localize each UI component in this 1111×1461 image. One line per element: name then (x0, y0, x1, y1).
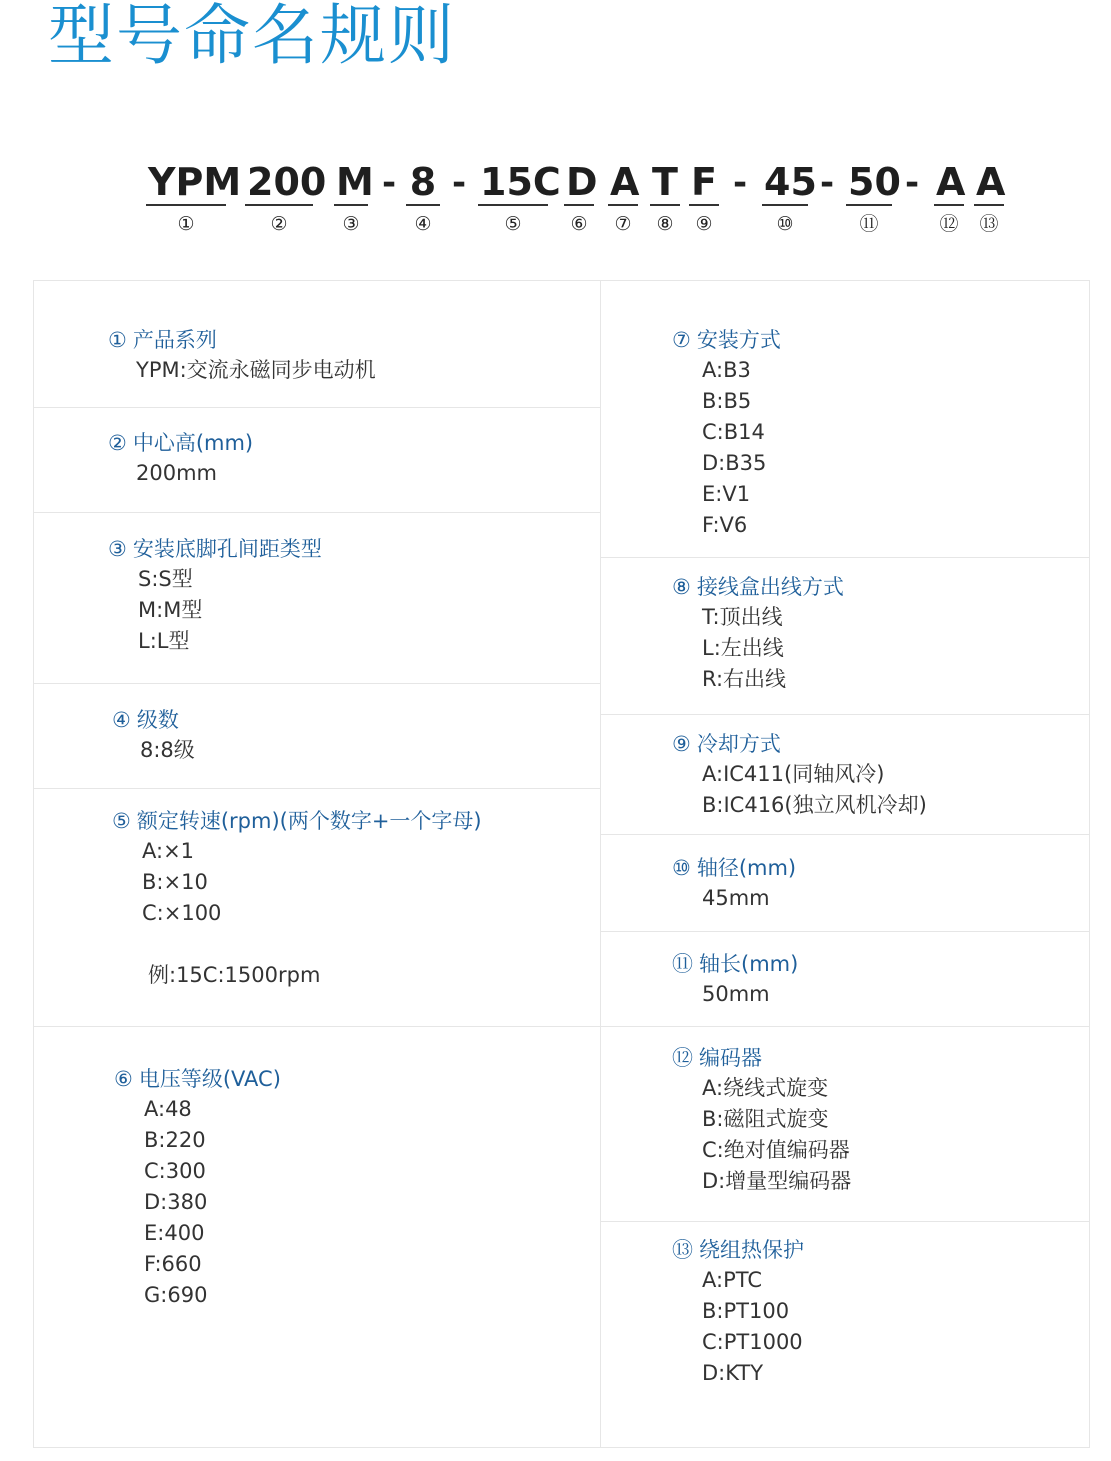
code-text: A (976, 160, 1006, 204)
spec-item: F:V6 (702, 513, 748, 537)
code-text: 45 (764, 160, 817, 204)
table-border-right (1089, 280, 1090, 1448)
row-divider (600, 557, 1090, 558)
code-segment (762, 160, 817, 236)
spec-item: B:PT100 (702, 1299, 790, 1323)
spec-item: B:220 (144, 1128, 206, 1152)
row-divider (600, 834, 1090, 835)
spec-section-thermal-protection (672, 1235, 804, 1389)
row-divider (600, 931, 1090, 932)
spec-section-encoder (672, 1043, 851, 1197)
code-dash: - (905, 163, 920, 203)
section-heading: ⑧ 接线盒出线方式 (672, 575, 844, 599)
code-number: ③ (342, 213, 360, 235)
code-underline (564, 204, 594, 206)
row-divider (33, 788, 601, 789)
code-text: 8 (409, 160, 437, 204)
code-number: ⑩ (776, 213, 794, 235)
spec-section-voltage (114, 1064, 281, 1311)
spec-item: C:300 (144, 1159, 206, 1183)
spec-item: E:400 (144, 1221, 205, 1245)
row-divider (33, 512, 601, 513)
code-text: D (566, 160, 598, 204)
code-number: ⑨ (695, 213, 713, 235)
section-heading: ⑦ 安装方式 (672, 328, 781, 352)
code-segment (689, 160, 719, 236)
spec-section-mounting (672, 325, 781, 541)
code-segment (334, 160, 374, 236)
code-underline (334, 204, 368, 206)
code-number: ⑪ (859, 213, 879, 235)
code-underline (650, 204, 680, 206)
code-text: F (691, 160, 717, 204)
code-segment (650, 160, 680, 236)
spec-item: D:KTY (702, 1361, 764, 1385)
row-divider (600, 714, 1090, 715)
code-segment (934, 160, 964, 236)
code-segment (406, 160, 440, 236)
code-number: ⑬ (979, 213, 999, 235)
spec-section-product-series (108, 325, 376, 386)
code-dash: - (820, 163, 835, 203)
spec-item: C:绝对值编码器 (702, 1138, 850, 1162)
spec-section-poles (112, 705, 195, 766)
spec-item: B:B5 (702, 389, 752, 413)
spec-item: D:B35 (702, 451, 767, 475)
spec-note: 例:15C:1500rpm (148, 963, 321, 987)
code-number: ⑦ (614, 213, 632, 235)
code-number: ② (270, 213, 288, 235)
code-segment (245, 160, 327, 236)
spec-item: A:48 (144, 1097, 192, 1121)
row-divider (33, 1026, 601, 1027)
code-dash: - (452, 163, 467, 203)
spec-section-center-height (108, 428, 253, 489)
code-underline (934, 204, 964, 206)
spec-item: L:L型 (138, 629, 190, 653)
code-underline (974, 204, 1004, 206)
spec-item: L:左出线 (702, 636, 784, 660)
spec-section-rated-speed (112, 806, 482, 991)
spec-item: A:×1 (142, 839, 195, 863)
section-heading: ⑤ 额定转速(rpm)(两个数字+一个字母) (112, 809, 482, 833)
spec-section-shaft-length (672, 949, 798, 1010)
spec-item: A:绕线式旋变 (702, 1076, 829, 1100)
row-divider (33, 407, 601, 408)
section-heading: ⑨ 冷却方式 (672, 732, 781, 756)
spec-item: G:690 (144, 1283, 208, 1307)
section-heading: ② 中心高(mm) (108, 431, 254, 455)
spec-item: 8:8级 (140, 738, 195, 762)
code-segment (974, 160, 1004, 236)
code-underline (689, 204, 719, 206)
section-heading: ⑥ 电压等级(VAC) (114, 1067, 281, 1091)
spec-item: C:PT1000 (702, 1330, 803, 1354)
spec-section-terminal-box (672, 572, 844, 695)
code-segment (478, 160, 561, 236)
section-heading: ⑬ 绕组热保护 (672, 1238, 804, 1262)
spec-section-shaft-diameter (672, 853, 796, 914)
section-heading: ⑫ 编码器 (672, 1046, 762, 1070)
code-number: ④ (414, 213, 432, 235)
code-segment (564, 160, 598, 236)
code-underline (608, 204, 638, 206)
spec-item: B:×10 (142, 870, 208, 894)
code-underline (406, 204, 440, 206)
row-divider (33, 683, 601, 684)
code-text: M (336, 160, 374, 204)
section-heading: ④ 级数 (112, 708, 179, 732)
code-number: ⑧ (656, 213, 674, 235)
code-text: 15C (480, 160, 561, 204)
spec-section-foot-hole-type (108, 534, 322, 657)
code-underline (762, 204, 808, 206)
section-heading: ⑩ 轴径(mm) (672, 856, 797, 880)
code-segment (146, 160, 242, 236)
spec-item: 200mm (136, 461, 217, 485)
code-number: ⑫ (939, 213, 959, 235)
section-heading: ③ 安装底脚孔间距类型 (108, 537, 322, 561)
code-number: ⑤ (504, 213, 522, 235)
code-dash: - (733, 163, 748, 203)
table-border-left (33, 280, 34, 1448)
code-segment (608, 160, 638, 236)
spec-item: T:顶出线 (702, 605, 783, 629)
row-divider (600, 1221, 1090, 1222)
code-text: 200 (247, 160, 327, 204)
spec-item: B:磁阻式旋变 (702, 1107, 829, 1131)
spec-item: D:380 (144, 1190, 208, 1214)
spec-item: C:B14 (702, 420, 765, 444)
code-number: ① (177, 213, 195, 235)
section-heading: ① 产品系列 (108, 328, 217, 352)
code-dash: - (382, 163, 397, 203)
spec-item: R:右出线 (702, 667, 787, 691)
spec-item: A:IC411(同轴风冷) (702, 762, 885, 786)
row-divider (600, 1026, 1090, 1027)
code-text: YPM (148, 160, 242, 204)
spec-item: B:IC416(独立风机冷却) (702, 793, 927, 817)
code-underline (478, 204, 548, 206)
code-text: A (936, 160, 966, 204)
code-underline (846, 204, 892, 206)
spec-item: E:V1 (702, 482, 751, 506)
page-title: 型号命名规则 (48, 0, 456, 74)
spec-section-cooling (672, 729, 927, 821)
table-border-bottom (33, 1447, 1090, 1448)
code-underline (146, 204, 226, 206)
spec-item: C:×100 (142, 901, 222, 925)
spec-item: D:增量型编码器 (702, 1169, 852, 1193)
spec-item: S:S型 (138, 567, 193, 591)
code-segment (846, 160, 901, 236)
code-underline (245, 204, 313, 206)
code-text: 50 (848, 160, 901, 204)
spec-item: A:PTC (702, 1268, 762, 1292)
spec-item: 45mm (702, 886, 770, 910)
spec-item: A:B3 (702, 358, 751, 382)
spec-item: M:M型 (138, 598, 203, 622)
code-number: ⑥ (570, 213, 588, 235)
table-divider-center (600, 280, 601, 1448)
section-heading: ⑪ 轴长(mm) (672, 952, 799, 976)
spec-item: F:660 (144, 1252, 202, 1276)
table-border-top (33, 280, 1090, 281)
code-text: A (610, 160, 640, 204)
code-text: T (652, 160, 678, 204)
spec-item: 50mm (702, 982, 770, 1006)
spec-item: YPM:交流永磁同步电动机 (136, 358, 376, 382)
